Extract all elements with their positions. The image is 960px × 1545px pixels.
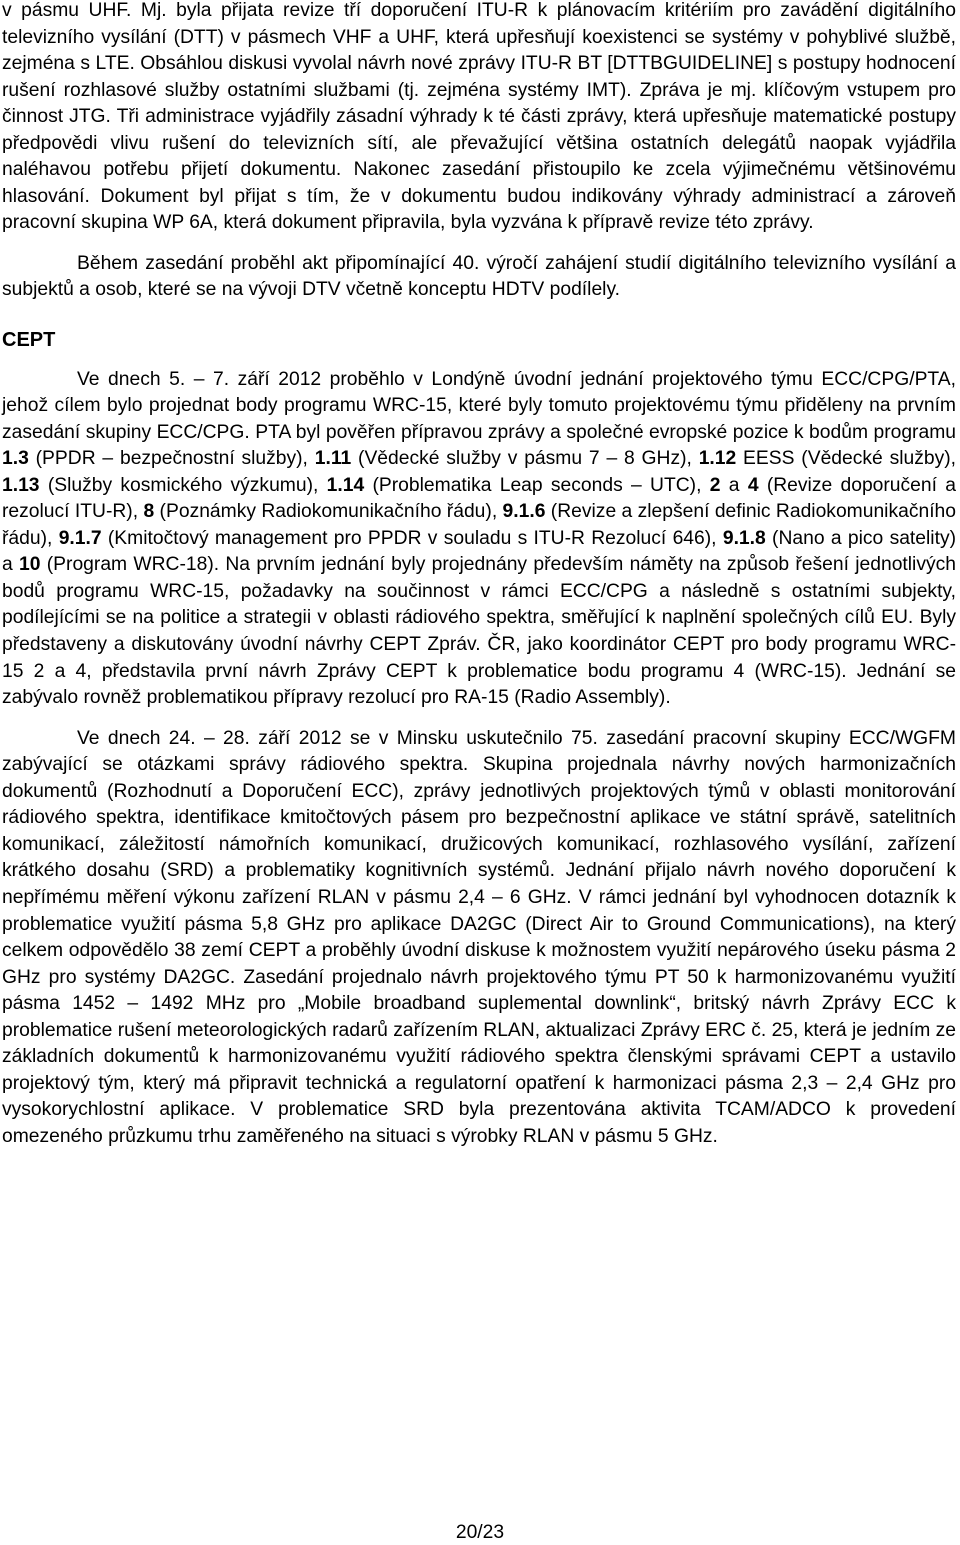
agenda-item-4: 4	[747, 474, 759, 496]
text-segment: (Problematika Leap seconds – UTC),	[364, 474, 710, 496]
agenda-item-1-12: 1.12	[698, 448, 737, 470]
paragraph-dtv-anniversary: Během zasedání proběhl akt připomínající 40. výročí zahájení studií digitálního televizního vysílání a subjektů a osob, které se na vývoji DTV včetně konceptu HDTV podílely.	[2, 252, 956, 301]
paragraph-itu-r-decisions: v pásmu UHF. Mj. byla přijata revize tří doporučení ITU-R k plánovacím kritériím pro zavádění digitálního televizního vysílání (DTT) v pásmech VHF a UHF, která upřesňují koexistenci se systémy v pohyblivé službě, zejména s LTE. Obsáhlou diskusi vyvolal návrh nové zprávy ITU-R BT [DTTBGUIDELINE] s postupy hodnocení rušení rozhlasové služby ostatními službami (tj. zejména systémy IMT). Zpráva je mj. klíčovým vstupem pro činnost JTG. Tři administrace vyjádřily zásadní výhrady k té části zprávy, která upřesňuje matematické postupy předpovědi vlivu rušení do televizních sítí, ale převažující většina ostatních delegátů naopak vyjádřila naléhavou potřebu přijetí dokumentu. Nakonec zasedání přistoupilo ke zcela výjimečnému většinovému hlasování. Dokument byl přijat s tím, že v dokumentu budou indikovány výhrady administrací a zároveň pracovní skupina WP 6A, která dokument připravila, byla vyzvána k přípravě revize této zprávy.	[2, 0, 956, 234]
agenda-item-1-11: 1.11	[314, 448, 352, 470]
agenda-item-1-14: 1.14	[326, 474, 365, 496]
agenda-item-8: 8	[143, 501, 155, 523]
text-segment: EESS (Vědecké služby),	[736, 448, 956, 470]
agenda-item-9-1-7: 9.1.7	[58, 527, 102, 549]
text-segment: (Nano a pico satelity) a	[2, 527, 957, 576]
text-segment: (Kmitočtový management pro PPDR v souladu s ITU-R Rezolucí 646),	[101, 527, 723, 549]
document-body	[2, 0, 956, 1150]
paragraph-ecc-wgfm: Ve dnech 24. – 28. září 2012 se v Minsku uskutečnilo 75. zasedání pracovní skupiny ECC/WGFM zabývající se otázkami správy rádiového spektra. Skupina projednala návrhy nových harmonizačních dokumentů (Rozhodnutí a Doporučení ECC), zprávy jednotlivých projektových týmů v oblasti monitorování rádiového spektra, identifikace kmitočtových pásem pro bezpečnostní aplikace ve státní správě, satelitních komunikací, záležitostí námořních komunikací, družicových komunikací, rozhlasového vysílání, zařízení krátkého dosahu (SRD) a problematiky kognitivních systémů. Jednání přijalo návrh nového doporučení k nepřímému měření výkonu zařízení RLAN v pásmu 2,4 – 6 GHz. V rámci jednání byl vyhodnocen dotazník k problematice využití pásma 5,8 GHz pro aplikace DA2GC (Direct Air to Ground Communications), na který celkem odpovědělo 38 zemí CEPT a proběhly úvodní diskuse k možnostem využití nepárového úseku pásma 2 GHz pro systémy DA2GC. Zasedání projednalo návrh projektového týmu PT 50 k harmonizovanému využití pásma 1452 – 1492 MHz pro „Mobile broadband suplemental downlink“, britský návrh Zprávy ECC k problematice rušení meteorologických radarů zařízením RLAN, aktualizaci Zprávy ERC č. 25, která je jedním ze základních dokumentů k harmonizovanému využití rádiového spektra členskými správami CEPT a ustavilo projektový tým, který má připravit technická a regulatorní opatření k harmonizaci pásma 2,3 – 2,4 GHz pro vysokorychlostní aplikace. V problematice SRD byla prezentována aktivita TCAM/ADCO k provedení omezeného průzkumu trhu zaměřeného na situaci s výrobky RLAN v pásmu 5 GHz.	[2, 727, 956, 1147]
agenda-item-1-13: 1.13	[2, 474, 40, 496]
text-segment: (PPDR – bezpečnostní služby),	[28, 448, 315, 470]
text-segment: (Služby kosmického výzkumu),	[39, 474, 327, 496]
page-number: 20/23	[455, 1522, 505, 1543]
agenda-item-10: 10	[19, 554, 41, 576]
agenda-item-1-3: 1.3	[2, 448, 29, 470]
text-segment: Ve dnech 5. – 7. září 2012 proběhlo v Londýně úvodní jednání projektového týmu ECC/CPG/PTA, jehož cílem bylo projednat body programu WRC-15, které byly tomuto projektovému týmu přiděleny na prvním zasedání skupiny ECC/CPG. PTA byl pověřen přípravou zprávy a společné evropské pozice k bodům programu	[2, 368, 956, 443]
text-segment: (Program WRC-18). Na prvním jednání byly projednány především náměty na způsob řešení jednotlivých bodů programu WRC-15, požadavky na součinnost v rámci ECC/CPG a následně s ostatními subjekty, podílejícími se na politice a strategii v oblasti rádiového spektra, směřující k naplnění společných cílů EU. Byly představeny a diskutovány úvodní návrhy CEPT Zpráv. ČR, jako koordinátor CEPT pro body programu WRC-15 2 a 4, představila první návrh Zprávy CEPT k problematice bodu programu 4 (WRC-15). Jednání se zabývalo rovněž problematikou přípravy rezolucí pro RA-15 (Radio Assembly).	[2, 554, 956, 709]
paragraph-ecc-cpg-pta	[2, 367, 956, 712]
agenda-item-9-1-6: 9.1.6	[502, 501, 546, 523]
text-segment: (Vědecké služby v pásmu 7 – 8 GHz),	[351, 448, 699, 470]
heading-cept: CEPT	[2, 329, 56, 352]
agenda-item-2: 2	[709, 474, 721, 496]
text-segment: (Revize doporučení a rezolucí ITU-R),	[2, 474, 956, 523]
text-segment: (Poznámky Radiokomunikačního řádu),	[154, 501, 503, 523]
text-segment: a	[720, 474, 748, 496]
agenda-item-9-1-8: 9.1.8	[722, 527, 766, 549]
text-segment: (Revize a zlepšení definic Radiokomunikačního řádu),	[2, 501, 956, 549]
